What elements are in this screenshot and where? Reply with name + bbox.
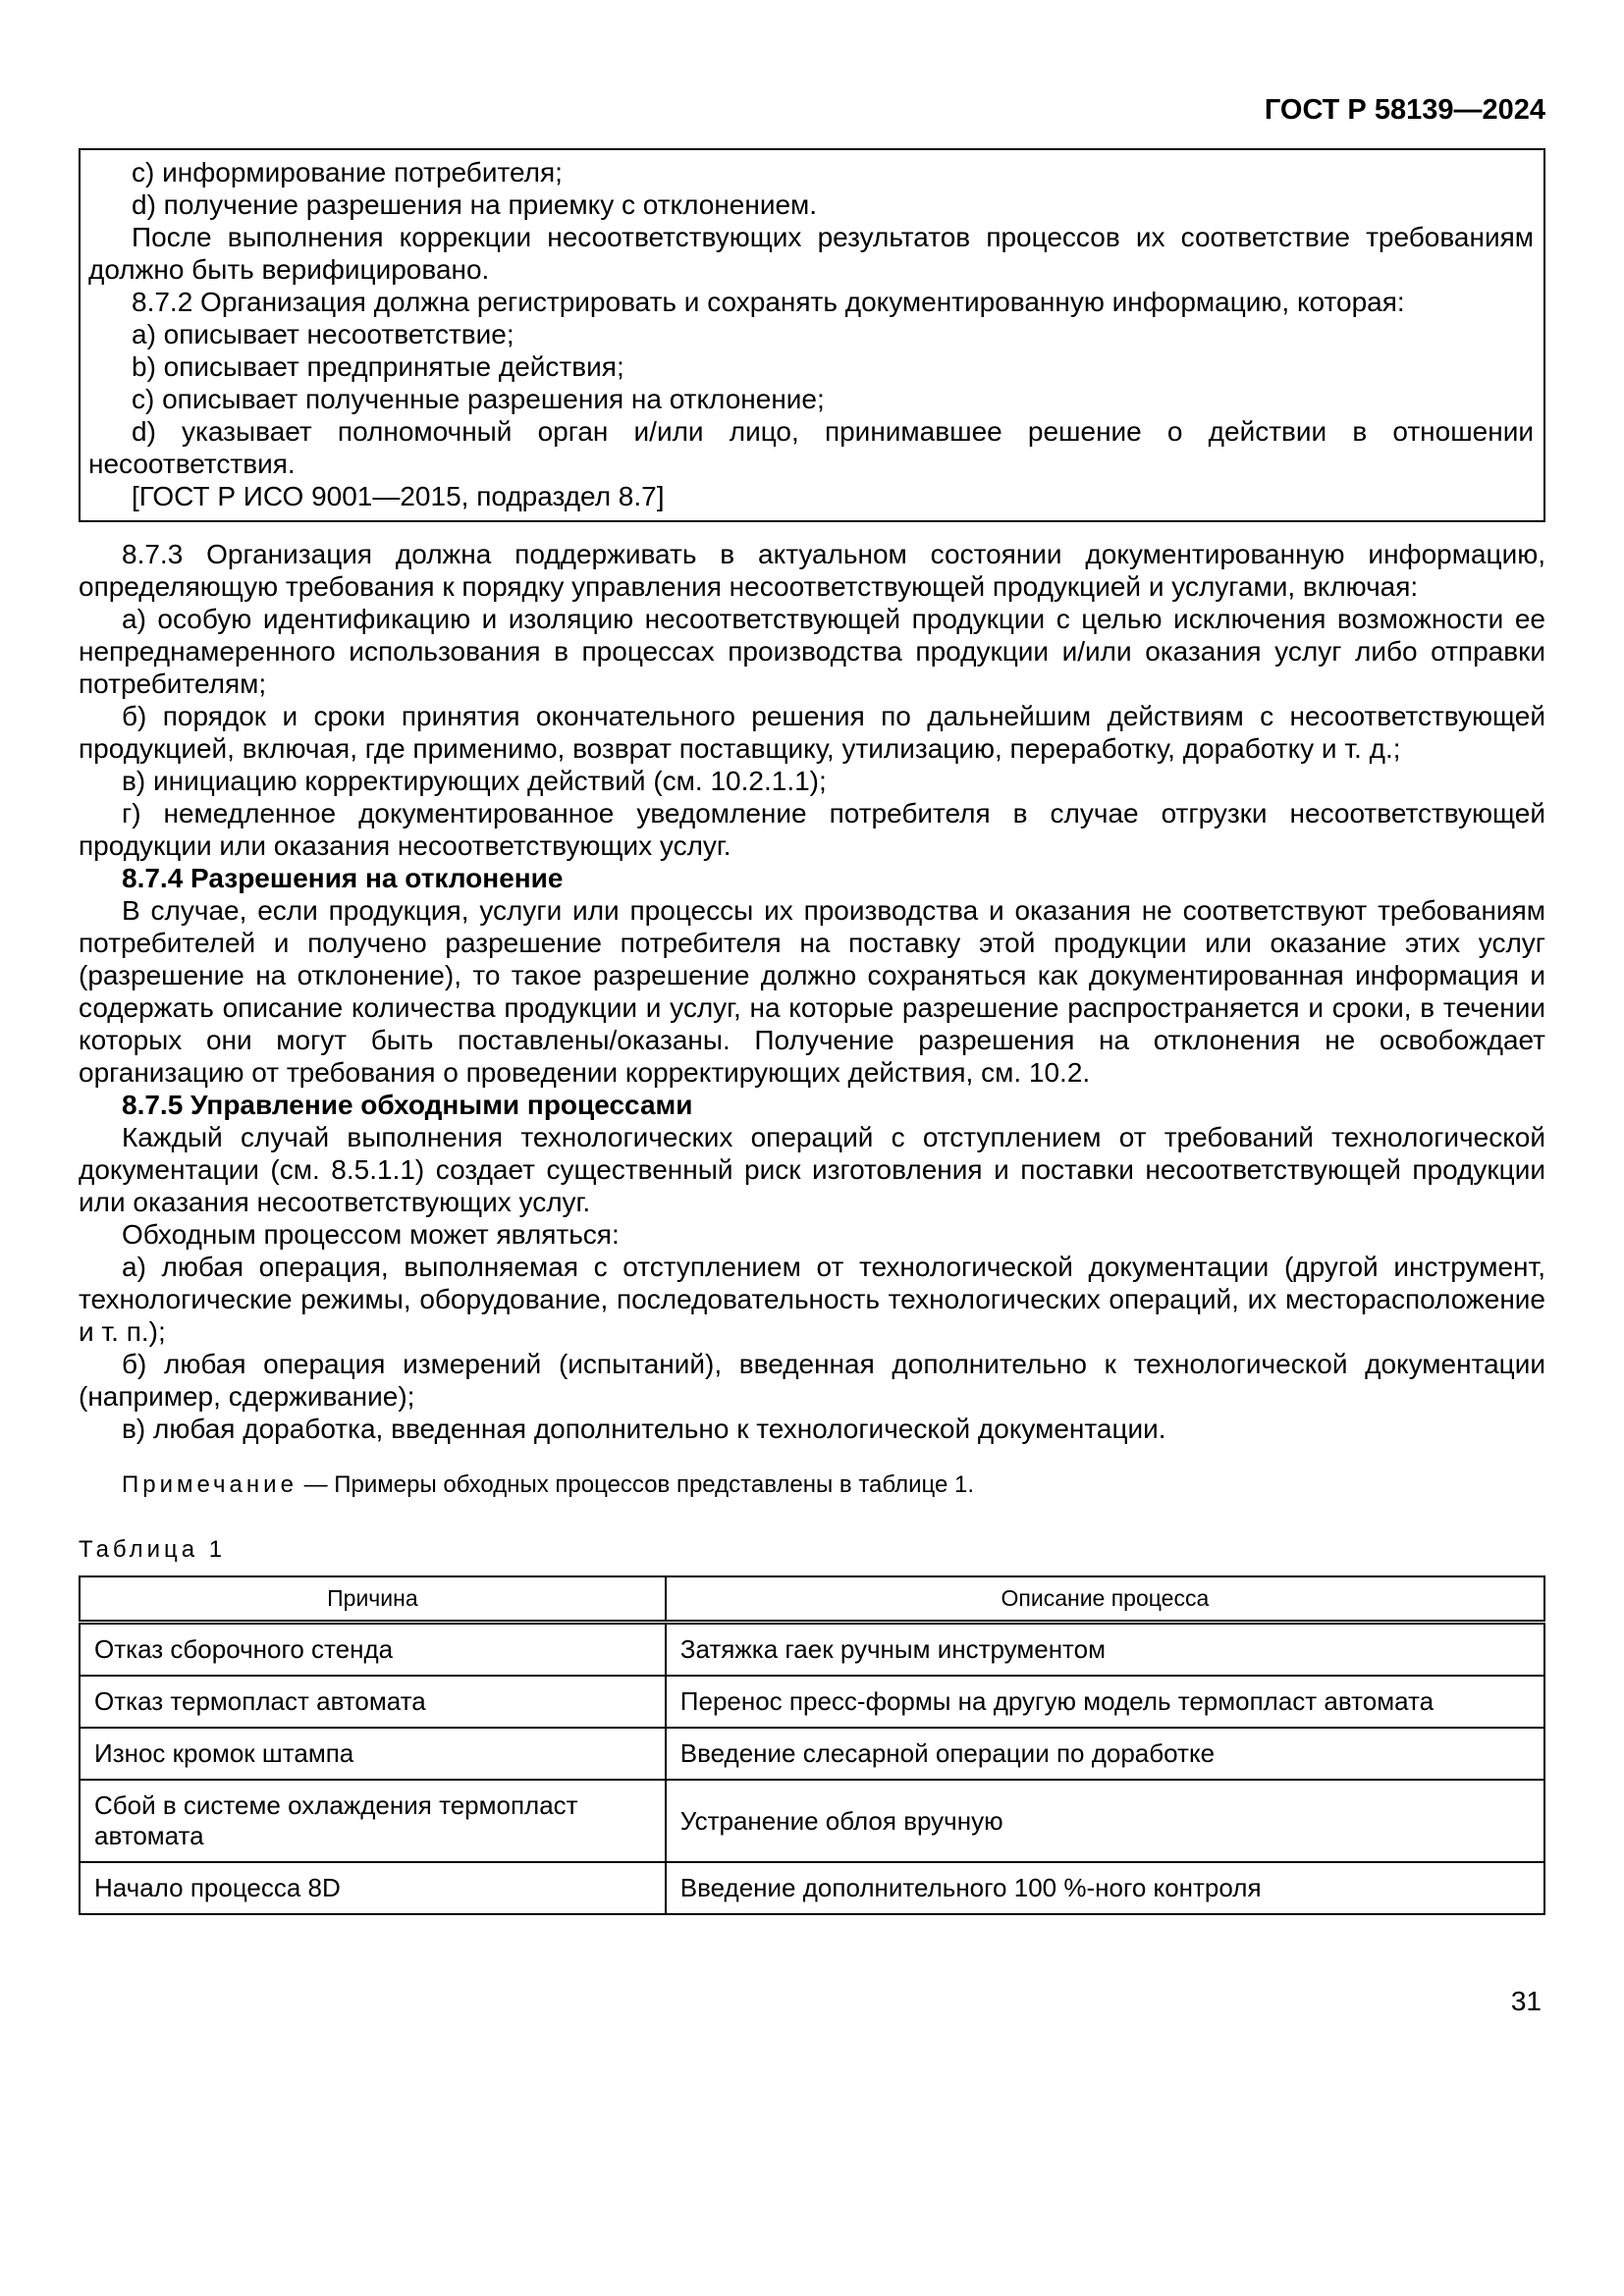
quote-line: a) описывает несоответствие;: [132, 319, 514, 349]
quote-line: c) описывает полученные разрешения на отклонение;: [132, 384, 825, 414]
note: [79, 1470, 1545, 1499]
table-cell-cause: Начало процесса 8D: [80, 1862, 666, 1914]
table-row: [80, 1862, 1544, 1914]
note-label: Примечание: [122, 1471, 298, 1498]
table-row: [80, 1623, 1544, 1677]
note-text: — Примеры обходных процессов представлены в таблице 1.: [297, 1471, 974, 1498]
table-caption: Таблица 1: [79, 1536, 227, 1563]
body-paragraph: г) немедленное документированное уведомление потребителя в случае отгрузки несоответствующей продукции или оказания несоответствующих услуг.: [79, 798, 1545, 861]
table-cell-description: Устранение облоя вручную: [666, 1780, 1544, 1862]
table-cell-cause: Износ кромок штампа: [80, 1728, 666, 1780]
body-text: [79, 538, 1545, 1499]
page-content: [79, 0, 1545, 2017]
body-paragraph: 8.7.3 Организация должна поддерживать в актуальном состоянии документированную информацию, определяющую требования к порядку управления несоответствующей продукцией и услугами, включая:: [79, 539, 1545, 602]
section-heading-8-7-5: 8.7.5 Управление обходными процессами: [122, 1090, 693, 1120]
body-paragraph: а) любая операция, выполняемая с отступлением от технологической документации (другой инструмент, технологические режимы, оборудование, последовательность технологических операций, их месторасположение и т. п.);: [79, 1252, 1545, 1347]
quote-line: После выполнения коррекции несоответствующих результатов процессов их соответствие требованиям должно быть верифицировано.: [88, 222, 1534, 285]
table-row: [80, 1676, 1544, 1728]
page-number: 31: [1510, 1986, 1542, 2016]
table-cell-description: Введение дополнительного 100 %-ного контроля: [666, 1862, 1544, 1914]
quote-line: b) описывает предпринятые действия;: [132, 351, 624, 382]
table-row: [80, 1728, 1544, 1780]
bypass-processes-table: [79, 1575, 1545, 1915]
quote-line: d) указывает полномочный орган и/или лицо, принимавшее решение о действии в отношении несоответствия.: [88, 416, 1534, 479]
table-cell-cause: Отказ термопласт автомата: [80, 1676, 666, 1728]
section-heading-8-7-4: 8.7.4 Разрешения на отклонение: [122, 863, 564, 893]
body-paragraph: а) особую идентификацию и изоляцию несоответствующей продукции с целью исключения возможности ее непреднамеренного использования в процессах производства продукции и/или оказания услуг либо отправки потребителям;: [79, 604, 1545, 699]
body-paragraph: б) любая операция измерений (испытаний), введенная дополнительно к технологической документации (например, сдерживание);: [79, 1349, 1545, 1412]
body-paragraph: б) порядок и сроки принятия окончательного решения по дальнейшим действиям с несоответствующей продукцией, включая, где применимо, возврат поставщику, утилизацию, переработку, доработку и т. д.;: [79, 701, 1545, 764]
table-header-cause: Причина: [80, 1576, 666, 1623]
body-paragraph: Обходным процессом может являться:: [122, 1219, 620, 1250]
iso-quote-box: [79, 148, 1545, 522]
body-paragraph: В случае, если продукция, услуги или процессы их производства и оказания не соответствуют требованиям потребителей и получено разрешение потребителя на поставку этой продукции или оказание этих услуг (разрешение на отклонение), то такое разрешение должно сохраняться как документированная информация и содержать описание количества продукции и услуг, на которые разрешение распространяется и сроки, в течении которых они могут быть поставлены/оказаны. Получение разрешения на отклонения не освобождает организацию от требования о проведении корректирующих действия, см. 10.2.: [79, 895, 1545, 1088]
table-cell-cause: Отказ сборочного стенда: [80, 1623, 666, 1677]
table-cell-cause: Сбой в системе охлаждения термопласт автомата: [80, 1780, 666, 1862]
body-paragraph: Каждый случай выполнения технологических операций с отступлением от требований технологической документации (см. 8.5.1.1) создает существенный риск изготовления и поставки несоответствующей продукции или оказания несоответствующих услуг.: [79, 1122, 1545, 1217]
document-code-header: ГОСТ Р 58139—2024: [1264, 94, 1545, 126]
table-cell-description: Затяжка гаек ручным инструментом: [666, 1623, 1544, 1677]
table-header-description: Описание процесса: [666, 1576, 1544, 1623]
quote-line: 8.7.2 Организация должна регистрировать и сохранять документированную информацию, которая:: [132, 287, 1405, 317]
table-row: [80, 1780, 1544, 1862]
quote-line: c) информирование потребителя;: [132, 157, 563, 187]
table-cell-description: Введение слесарной операции по доработке: [666, 1728, 1544, 1780]
body-paragraph: в) любая доработка, введенная дополнительно к технологической документации.: [122, 1414, 1166, 1444]
table-cell-description: Перенос пресс-формы на другую модель термопласт автомата: [666, 1676, 1544, 1728]
quote-source-reference: [ГОСТ Р ИСО 9001—2015, подраздел 8.7]: [132, 481, 665, 511]
quote-line: d) получение разрешения на приемку с отклонением.: [132, 189, 818, 220]
table-header-row: [80, 1576, 1544, 1623]
body-paragraph: в) инициацию корректирующих действий (см. 10.2.1.1);: [122, 766, 827, 796]
